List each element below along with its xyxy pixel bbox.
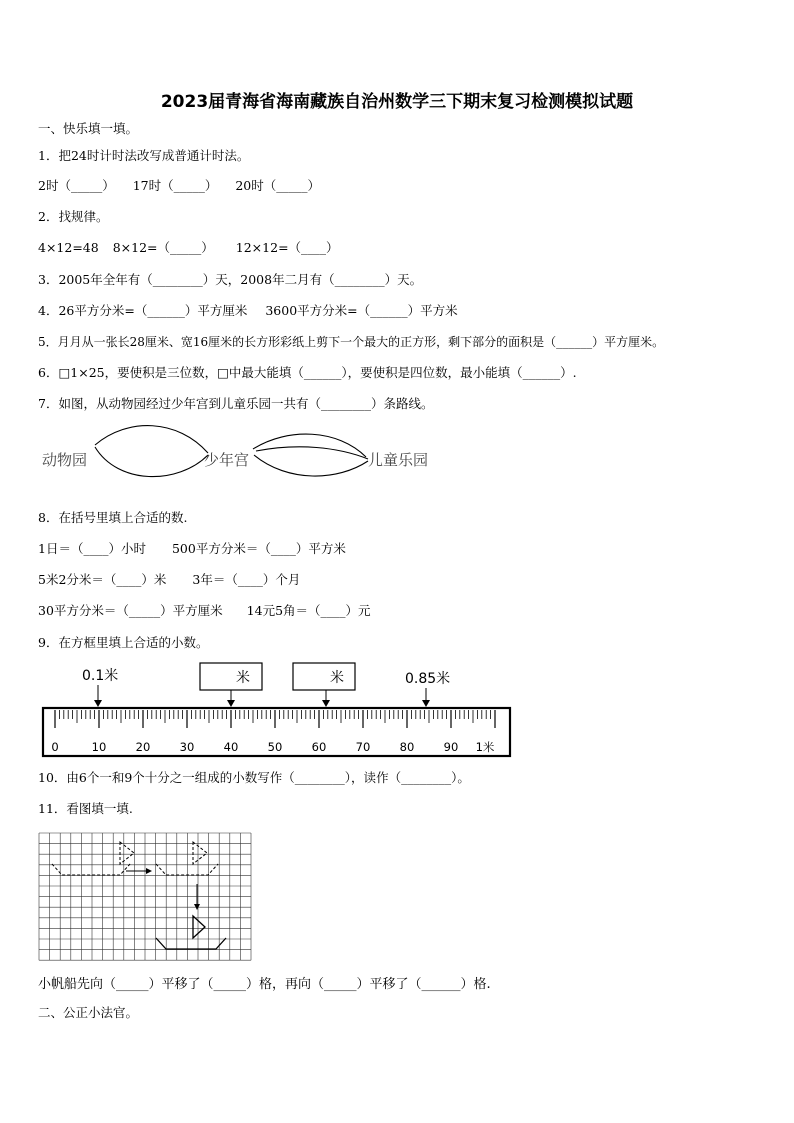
answer-box-2-unit: 米: [330, 670, 344, 686]
route-path-5: [254, 455, 368, 476]
question-2-stem: 2．找规律。: [38, 209, 109, 224]
question-11-answer: 小帆船先向（_____）平移了（_____）格，再向（_____）平移了（______）格.: [38, 977, 491, 992]
ruler-tick-label: 70: [355, 740, 371, 754]
ruler-tick-label: 60: [311, 740, 327, 754]
arrow-down-icon: [94, 700, 102, 707]
q8-r3-b[interactable]: 14元5角＝（____）元: [246, 603, 371, 618]
boat-hull-original: [52, 864, 130, 875]
question-1-stem: 1．把24时计时法改写成普通计时法。: [38, 148, 250, 163]
question-10: 10．由6个一和9个十分之一组成的小数写作（________），读作（________）。: [38, 770, 470, 785]
question-2-answers: [38, 240, 339, 256]
q1-blank-c[interactable]: 20时（_____）: [235, 178, 321, 193]
q8-r3-a[interactable]: 30平方分米＝（_____）平方厘米: [38, 603, 223, 618]
route-diagram: [38, 425, 458, 485]
q1-blank-a[interactable]: 2时（_____）: [38, 178, 115, 193]
arrow-right-icon: [146, 868, 152, 874]
page-title: 2023届青海省海南藏族自治州数学三下期末复习检测模拟试题: [160, 92, 634, 112]
ruler-label-left: 0.1米: [82, 668, 119, 684]
question-4: [38, 303, 458, 319]
ruler-tick-label: 1米: [475, 740, 495, 754]
question-9-stem: 9．在方框里填上合适的小数。: [38, 635, 209, 650]
q8-r2-b[interactable]: 3年＝（____）个月: [192, 572, 301, 587]
place-children-park: 儿童乐园: [368, 451, 429, 469]
ruler-tick-label: 0: [51, 740, 59, 754]
ruler-label-right: 0.85米: [405, 671, 451, 687]
q2-given: 4×12=48: [38, 240, 99, 255]
route-path-4: [256, 447, 368, 459]
q4-part-a: 4．26平方分米=（______）平方厘米: [38, 303, 248, 318]
question-8-row-1: [38, 541, 346, 557]
route-path-3: [253, 434, 366, 457]
question-6: 6．□1×25，要使积是三位数，□中最大能填（______），要使积是四位数，最小能填（______）.: [38, 365, 577, 380]
route-path-2: [95, 447, 208, 477]
boat-sail-original: [120, 842, 134, 864]
question-5: 5．月月从一张长28厘米、宽16厘米的长方形彩纸上剪下一个最大的正方形，剩下部分的面积是（______）平方厘米。: [38, 335, 665, 349]
question-7-stem: 7．如图，从动物园经过少年宫到儿童乐园一共有（________）条路线。: [38, 396, 434, 411]
ruler-tick-label: 40: [223, 740, 239, 754]
section-heading-2: 二、公正小法官。: [38, 1005, 139, 1020]
question-8-stem: 8．在括号里填上合适的数.: [38, 510, 188, 525]
q4-part-b: 3600平方分米=（______）平方米: [265, 303, 458, 318]
question-3: 3．2005年全年有（________）天，2008年二月有（________）天。: [38, 272, 423, 287]
q8-r1-b[interactable]: 500平方分米＝（____）平方米: [171, 541, 346, 556]
boat-sail-final: [193, 916, 205, 938]
q2-blank-c[interactable]: 12×12=（____）: [235, 240, 339, 255]
answer-box-2[interactable]: [293, 663, 355, 690]
q8-r2-a[interactable]: 5米2分米＝（____）米: [38, 572, 167, 587]
section-heading-1: 一、快乐填一填。: [38, 121, 139, 136]
grid-lines: [39, 833, 251, 960]
boat-sail-moved: [193, 842, 207, 864]
ruler-tick-label: 30: [179, 740, 195, 754]
ruler-tick-label: 10: [91, 740, 107, 754]
question-11-stem: 11．看图填一填.: [38, 801, 133, 816]
q2-blank-b[interactable]: 8×12=（_____）: [112, 240, 214, 255]
route-path-1: [95, 426, 208, 453]
ruler-tick-label: 90: [443, 740, 459, 754]
arrow-down-icon: [322, 700, 330, 707]
question-1-answers: [38, 178, 320, 194]
place-youth-palace: 少年宫: [204, 451, 250, 469]
place-zoo: 动物园: [42, 451, 88, 469]
ruler-tick-label: 20: [135, 740, 151, 754]
translation-grid: [38, 832, 253, 964]
ruler-diagram: [40, 660, 520, 760]
q8-r1-a[interactable]: 1日＝（____）小时: [38, 541, 146, 556]
question-8-row-3: [38, 603, 371, 619]
ruler-tick-label: 80: [399, 740, 415, 754]
arrow-down-icon: [422, 700, 430, 707]
q1-blank-b[interactable]: 17时（_____）: [132, 178, 218, 193]
ruler-tick-label: 50: [267, 740, 283, 754]
answer-box-1-unit: 米: [236, 670, 250, 686]
arrow-down-icon: [227, 700, 235, 707]
question-8-row-2: [38, 572, 300, 588]
answer-box-1[interactable]: [200, 663, 262, 690]
